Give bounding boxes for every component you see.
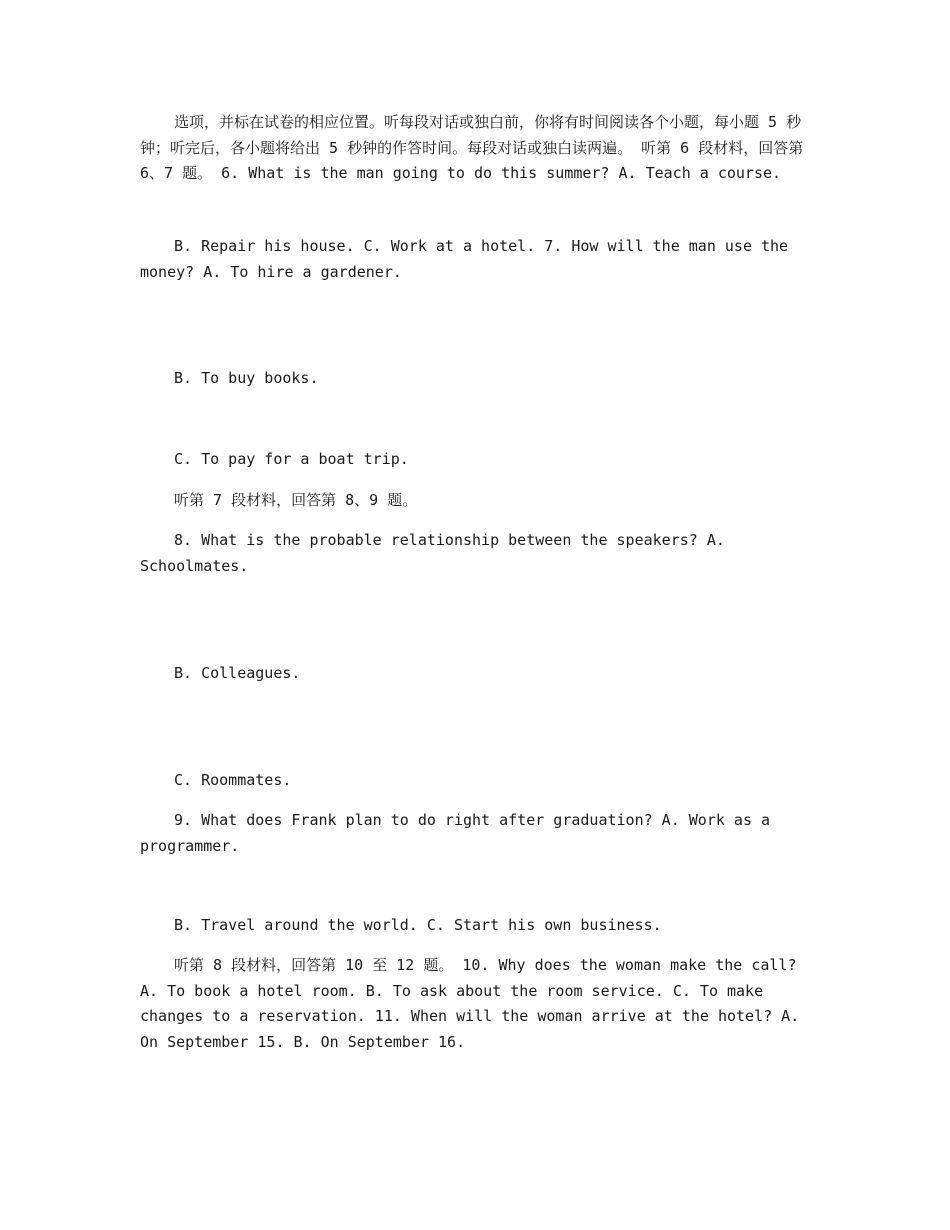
paragraph-q8: 8. What is the probable relationship between the speakers? A. Schoolmates.	[140, 531, 725, 575]
paragraph-blank	[140, 628, 820, 654]
paragraph-blank	[140, 594, 820, 620]
paragraph-blank	[140, 299, 820, 325]
paragraph-blank	[140, 734, 820, 760]
paragraph-q8-option-b: B. Colleagues.	[174, 664, 301, 682]
paragraph-blank	[140, 333, 820, 359]
paragraph-blank	[140, 701, 820, 727]
paragraph-section-7-heading: 听第 7 段材料，回答第 8、9 题。	[174, 490, 418, 509]
paragraph-q9-options: B. Travel around the world. C. Start his own business.	[174, 915, 662, 934]
paragraph-q9: 9. What does Frank plan to do right after graduation? A. Work as a programmer.	[140, 811, 771, 855]
paragraph-blank	[140, 195, 820, 221]
paragraph-blank	[140, 407, 820, 433]
paragraph-intro: 选项，并标在试卷的相应位置。听每段对话或独白前，你将有时间阅读各个小题，每小题 5 秒钟；听完后，各小题将给出 5 秒钟的作答时间。每段对话或独白读两遍。 听第 6 段材料，回答第 6、7 题。 6. What is the man going to do this summer? A. Teach a course.	[140, 113, 804, 182]
paragraph-q7-option-c: C. To pay for a boat trip.	[174, 450, 409, 468]
paragraph-q7-option-b: B. To buy books.	[174, 369, 319, 387]
paragraph-blank	[140, 873, 820, 899]
document-page	[140, 110, 820, 1055]
paragraph-q6-q7: B. Repair his house. C. Work at a hotel. 7. How will the man use the money? A. To hire a gardener.	[140, 237, 789, 281]
paragraph-section-8: 听第 8 段材料，回答第 10 至 12 题。 10. Why does the woman make the call? A. To book a hotel room. B. To ask about the room service. C. To make changes to a reservation. 11. When will the woman arrive at the hotel? A. On September 15. B. On September 16.	[140, 956, 800, 1051]
paragraph-q8-option-c: C. Roommates.	[174, 770, 292, 789]
